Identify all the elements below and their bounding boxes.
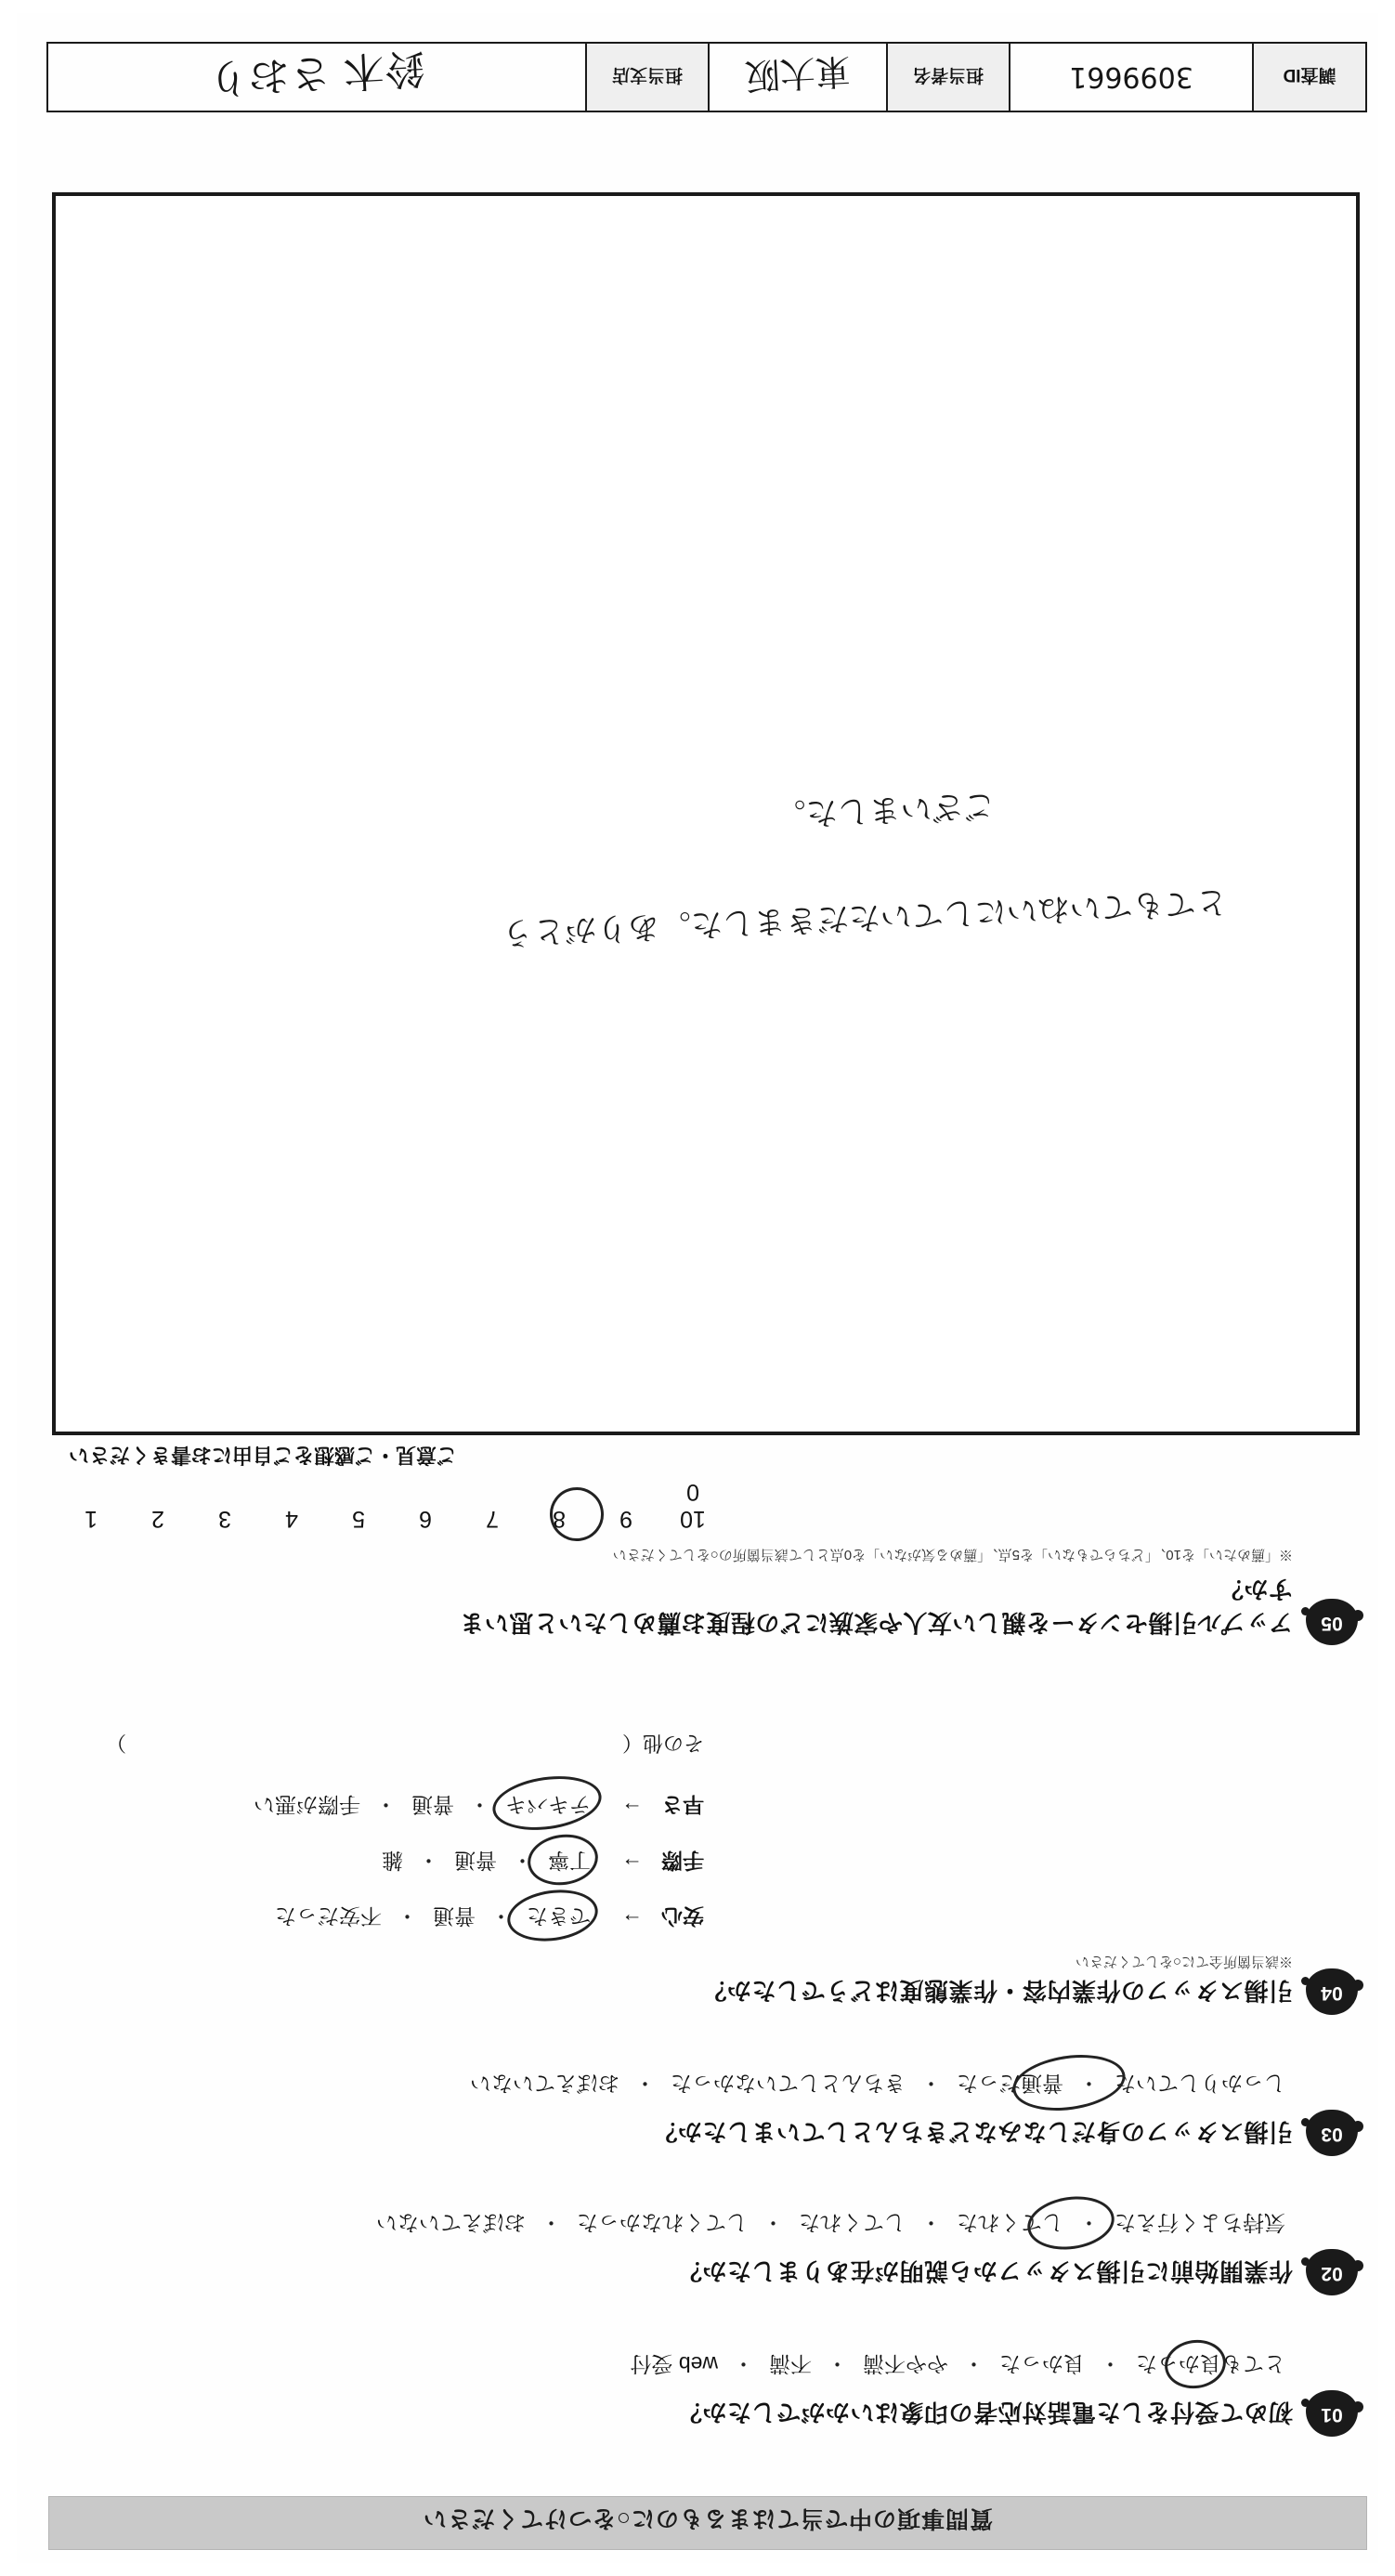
arrow-icon: → xyxy=(621,1798,643,1822)
survey-id-label: 調査ID xyxy=(1252,44,1365,111)
choice-option[interactable]: おぼえていない xyxy=(470,2072,619,2096)
choice-option[interactable]: きちんとしていなかった xyxy=(671,2072,906,2096)
choice-row: 丁寧・普通・雑 xyxy=(382,1849,591,1873)
survey-title-bar xyxy=(48,2496,1367,2550)
scale-option[interactable]: 10 xyxy=(680,1506,706,1532)
choice-option[interactable]: してくれた xyxy=(957,2211,1063,2235)
signature-handwriting: 鈴木 さおり xyxy=(206,43,426,103)
choice-option[interactable]: 手際が悪い xyxy=(254,1793,360,1817)
scale-option[interactable]: 7 xyxy=(486,1506,499,1532)
arrow-icon: → xyxy=(621,1853,643,1877)
question-text: 初めて受付をした電話対応者の印象はいかがでしたか？ xyxy=(677,2399,1293,2426)
choice-row: 気持ちよく行えた・してくれた・してくれた・してくれなかった・おぼえていない xyxy=(376,2211,1285,2235)
survey-title: 質問事項の中で当てはまるものに○をつけてください xyxy=(422,2505,994,2531)
scale-option[interactable]: 8 xyxy=(553,1506,566,1532)
scale-option[interactable]: 2 xyxy=(151,1506,164,1532)
choice-option[interactable]: 雑 xyxy=(382,1849,403,1873)
choice-option[interactable]: やや不満 xyxy=(863,2352,948,2376)
scale-option[interactable]: 9 xyxy=(619,1506,632,1532)
choice-row: テキパキ・普通・手際が悪い xyxy=(254,1793,591,1817)
survey-id-value xyxy=(1009,44,1252,111)
subitem-label: 安心 xyxy=(661,1904,704,1929)
question-number-badge: 05 xyxy=(1306,1599,1358,1645)
choice-option[interactable]: 丁寧 xyxy=(548,1849,591,1873)
other-field-label: その他（ xyxy=(621,1732,704,1755)
handwritten-comment-line-2: ございました。 xyxy=(773,786,997,833)
arrow-icon: → xyxy=(621,1909,643,1933)
choice-row: できた・普通・不安だった xyxy=(275,1904,591,1929)
choice-option[interactable]: しっかりしていた xyxy=(1115,2072,1285,2096)
staff-handwriting: 東大阪 xyxy=(743,50,852,98)
comment-label: ご意見・ご感想をご自由にお書きください xyxy=(68,1444,457,1467)
question-text: 作業開始前に引揚スタッフから説明が在ありましたか？ xyxy=(677,2257,1293,2285)
subitem-label: 手際 xyxy=(661,1849,704,1873)
question-number-badge: 02 xyxy=(1306,2249,1358,2295)
scale-option[interactable]: 3 xyxy=(218,1506,231,1532)
choice-option[interactable]: 良かった xyxy=(999,2352,1085,2376)
question-text: アップル引揚センターを親しい友人や家族にどの程度お薦めしたいと思いますか？ xyxy=(459,1575,1293,1637)
staff-label: 担当者名 xyxy=(886,44,1009,111)
choice-row: しっかりしていた・普通だった・きちんとしていなかった・おぼえていない xyxy=(470,2072,1285,2096)
choice-option[interactable]: 普通 xyxy=(454,1849,497,1873)
choice-option[interactable]: 不満 xyxy=(769,2352,812,2376)
choice-option[interactable]: テキパキ xyxy=(505,1793,591,1817)
other-field-close: ） xyxy=(105,1732,126,1755)
scale-row xyxy=(58,1478,726,1532)
choice-option[interactable]: できた xyxy=(527,1904,591,1929)
scale-option[interactable]: 6 xyxy=(419,1506,432,1532)
question-note: ※該当箇所全てに○をしてください xyxy=(1075,1954,1293,1969)
question-text: 引揚スタッフの身だしなみなどきちんとしていましたか？ xyxy=(652,2118,1293,2146)
choice-option[interactable]: 普通だった xyxy=(957,2072,1063,2096)
choice-option[interactable]: 気持ちよく行えた xyxy=(1115,2211,1285,2235)
question-number-badge: 03 xyxy=(1306,2110,1358,2156)
choice-option[interactable]: 普通 xyxy=(411,1793,454,1817)
choice-option[interactable]: 普通 xyxy=(433,1904,476,1929)
info-table xyxy=(46,42,1367,112)
scale-option[interactable]: 4 xyxy=(285,1506,298,1532)
choice-option[interactable]: してくれた xyxy=(799,2211,906,2235)
question-note: ※「薦めたい」を10、「どちらでもない」を5点、「薦める気がない」を0点として該当箇所の○をしてください xyxy=(612,1547,1293,1563)
choice-option[interactable]: 不安だった xyxy=(275,1904,382,1929)
choice-row: とても良かった・良かった・やや不満・不満・web 受付 xyxy=(630,2352,1285,2376)
scale-option[interactable]: 0 xyxy=(686,1479,699,1505)
question-number-badge: 01 xyxy=(1306,2390,1358,2437)
handwritten-comment-line-1: とてもていねいにしていただきました。ありがとう xyxy=(501,883,1229,952)
staff-value xyxy=(708,44,886,111)
choice-option[interactable]: おぼえていない xyxy=(376,2211,526,2235)
choice-option[interactable]: とても良かった xyxy=(1136,2352,1285,2376)
scale-option[interactable]: 5 xyxy=(352,1506,365,1532)
choice-option[interactable]: してくれなかった xyxy=(577,2211,748,2235)
signature-value xyxy=(48,44,585,111)
survey-id-handwriting: 3099661 xyxy=(1069,60,1193,94)
choice-option[interactable]: web 受付 xyxy=(630,2352,718,2376)
question-number-badge: 04 xyxy=(1306,1968,1358,2015)
scale-option[interactable]: 1 xyxy=(85,1506,98,1532)
subitem-label: 早さ xyxy=(661,1793,704,1817)
question-text: 引揚スタッフの作業内容・作業態度はどうでしたか？ xyxy=(701,1977,1293,2005)
branch-label: 担当支店 xyxy=(585,44,708,111)
